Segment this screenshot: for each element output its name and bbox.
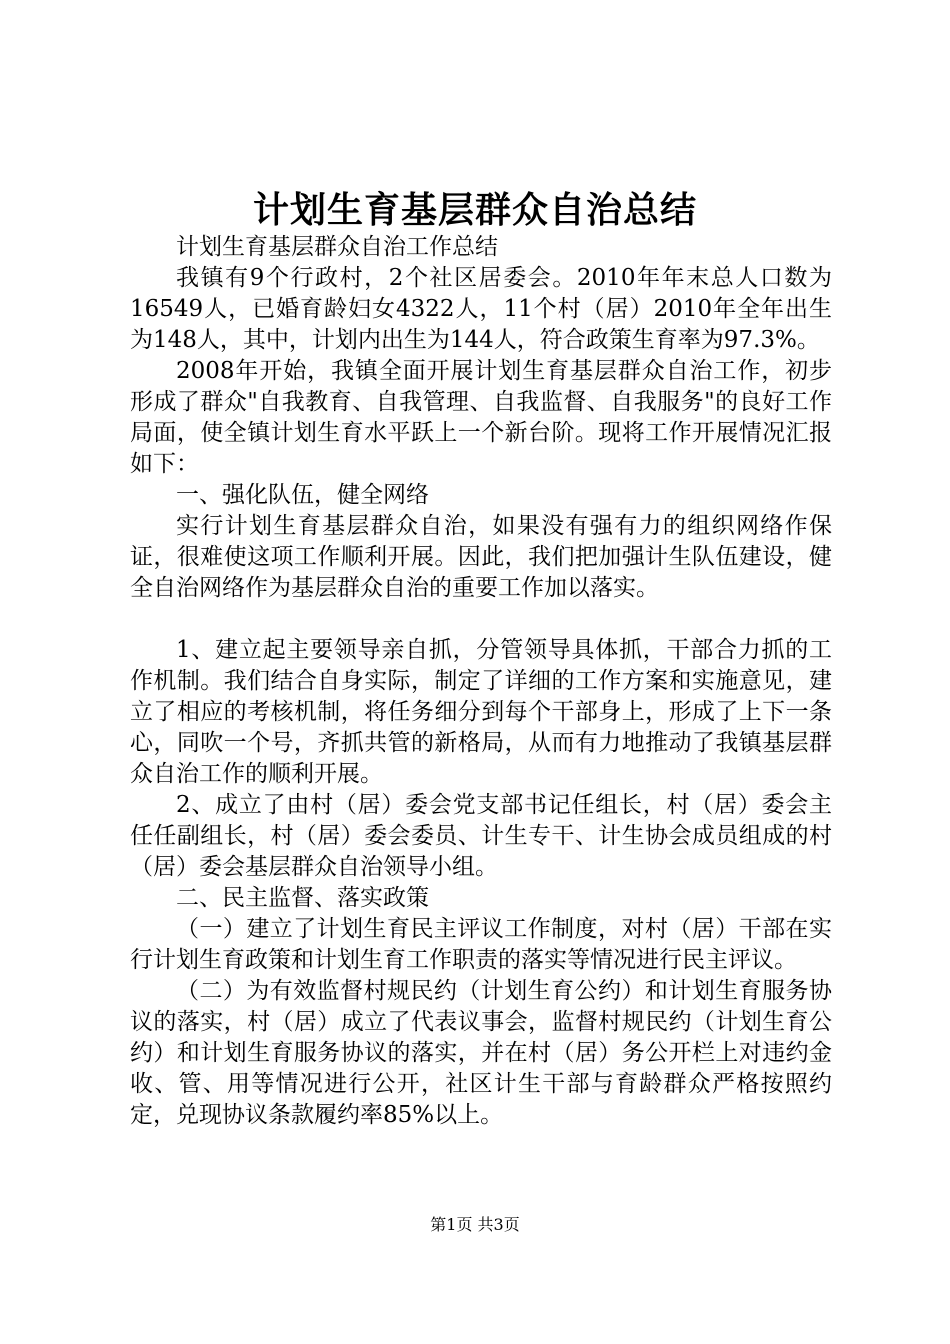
subitem-2-paragraph: （二）为有效监督村规民约（计划生育公约）和计划生育服务协议的落实，村（居）成立了代表议事会，监督村规民约（计划生育公约）和计划生育服务协议的落实，并在村（居）务公开栏上对违约金收、管、用等情况进行公开，社区计生干部与育龄群众严格按照约定，兑现协议条款履约率85%以上。 (130, 978, 832, 1128)
section-1-paragraph: 实行计划生育基层群众自治，如果没有强有力的组织网络作保证，很难使这项工作顺利开展。因此，我们把加强计生队伍建设，健全自治网络作为基层群众自治的重要工作加以落实。 (130, 513, 832, 601)
intro-paragraph: 我镇有9个行政村，2个社区居委会。2010年年末总人口数为16549人，已婚育龄妇女4322人，11个村（居）2010年全年出生为148人，其中，计划内出生为144人，符合政策生育率为97.3%。 (130, 265, 832, 353)
overview-paragraph: 2008年开始，我镇全面开展计划生育基层群众自治工作，初步形成了群众"自我教育、自我管理、自我监督、自我服务"的良好工作局面，使全镇计划生育水平跃上一个新台阶。现将工作开展情况汇报如下： (130, 358, 832, 477)
document-body (130, 232, 832, 1131)
page-footer: 第1页 共3页 (430, 1215, 520, 1234)
document-title: 计划生育基层群众自治总结 (252, 189, 697, 231)
subitem-1-paragraph: （一）建立了计划生育民主评议工作制度，对村（居）干部在实行计划生育政策和计划生育工作职责的落实等情况进行民主评议。 (130, 916, 832, 973)
item-1-paragraph: 1、建立起主要领导亲自抓，分管领导具体抓，干部合力抓的工作机制。我们结合自身实际，制定了详细的工作方案和实施意见，建立了相应的考核机制，将任务细分到每个干部身上，形成了上下一条心，同吹一个号，齐抓共管的新格局，从而有力地推动了我镇基层群众自治工作的顺利开展。 (130, 637, 832, 787)
subtitle-paragraph: 计划生育基层群众自治工作总结 (176, 234, 498, 260)
item-2-paragraph: 2、成立了由村（居）委会党支部书记任组长，村（居）委会主任任副组长，村（居）委会委员、计生专干、计生协会成员组成的村（居）委会基层群众自治领导小组。 (130, 792, 832, 880)
section-heading-1: 一、强化队伍，健全网络 (176, 482, 429, 508)
blank-line (130, 604, 832, 635)
section-heading-2: 二、民主监督、落实政策 (176, 885, 429, 911)
